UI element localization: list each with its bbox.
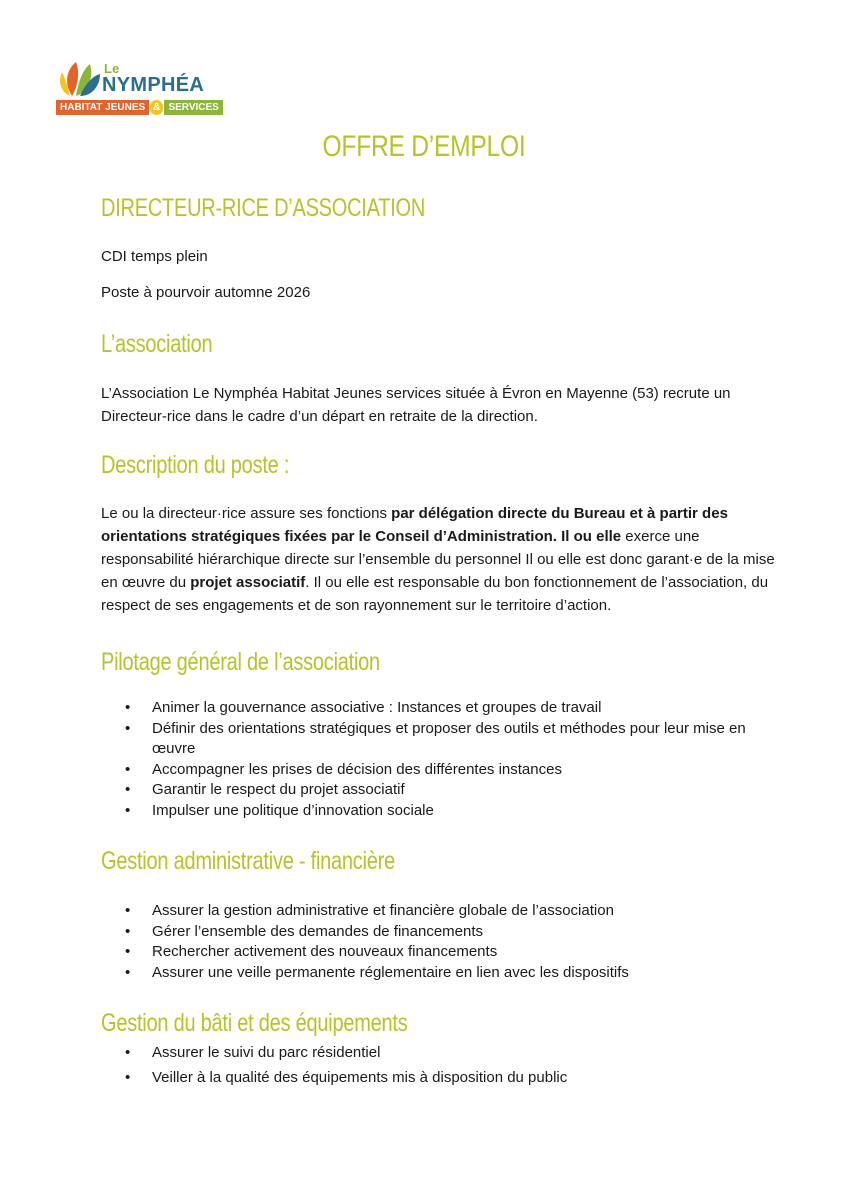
association-heading: L’association <box>101 330 213 358</box>
list-item: • Veiller à la qualité des équipements mis à disposition du public <box>101 1065 791 1090</box>
list-item: • Gérer l’ensemble des demandes de financements <box>101 922 791 943</box>
description-heading: Description du poste : <box>101 451 290 479</box>
gestion-list <box>101 901 791 983</box>
job-title-heading: DIRECTEUR-RICE D’ASSOCIATION <box>101 194 426 222</box>
lotus-flower-icon <box>56 58 104 102</box>
description-text-1: Le ou la directeur·rice assure ses fonctions <box>101 505 392 522</box>
pilotage-heading: Pilotage général de l’association <box>101 648 380 676</box>
list-item: • Impulser une politique d’innovation sociale <box>101 801 791 822</box>
list-item: • Assurer la gestion administrative et financière globale de l’association <box>101 901 791 922</box>
logo-tagline-amp: & <box>150 100 163 115</box>
page-title: OFFRE D’EMPLOI <box>322 130 526 163</box>
list-item: • Animer la gouvernance associative : Instances et groupes de travail <box>101 698 791 719</box>
list-item: • Définir des orientations stratégiques et proposer des outils et méthodes pour leur mise en œuvre <box>101 719 791 760</box>
logo-word-nymphea: NYMPHÉA <box>102 74 205 96</box>
list-item: • Accompagner les prises de décision des différentes instances <box>101 760 791 781</box>
list-item: • Rechercher activement des nouveaux financements <box>101 942 791 963</box>
logo-tagline-habitat: HABITAT JEUNES <box>56 100 149 115</box>
list-item: • Garantir le respect du projet associatif <box>101 780 791 801</box>
description-bold-2: projet associatif <box>190 574 306 591</box>
description-text <box>101 502 791 617</box>
availability: Poste à pourvoir automne 2026 <box>101 284 311 301</box>
gestion-heading: Gestion administrative - financière <box>101 847 395 875</box>
nymphea-logo <box>56 58 219 118</box>
association-text: L’Association Le Nymphéa Habitat Jeunes services située à Évron en Mayenne (53) recrute un Directeur-rice dans le cadre d’un départ en retraite de la direction. <box>101 385 731 425</box>
description-text-3: . Il ou elle est responsable du bon fonctionnement de l’association, du respect de ses engagements et de son rayonnement sur le territoire d’action. <box>101 574 769 614</box>
contract-type: CDI temps plein <box>101 248 208 265</box>
list-item: • Assurer une veille permanente réglementaire en lien avec les dispositifs <box>101 963 791 984</box>
description-text-2: exerce une responsabilité hiérarchique directe sur l’ensemble du personnel Il ou elle est donc garant·e de la mise en œuvre du <box>101 528 775 591</box>
bati-heading: Gestion du bâti et des équipements <box>101 1009 408 1037</box>
list-item: • Assurer le suivi du parc résidentiel <box>101 1040 791 1065</box>
logo-word-le: Le <box>104 61 120 76</box>
logo-tagline-services: SERVICES <box>164 100 222 115</box>
logo-tagline-band <box>56 100 223 115</box>
pilotage-list <box>101 698 791 822</box>
description-bold-1: par délégation directe du Bureau et à partir des orientations stratégiques fixées par le Conseil d’Administration. Il ou elle <box>101 505 728 545</box>
bati-list <box>101 1040 791 1090</box>
